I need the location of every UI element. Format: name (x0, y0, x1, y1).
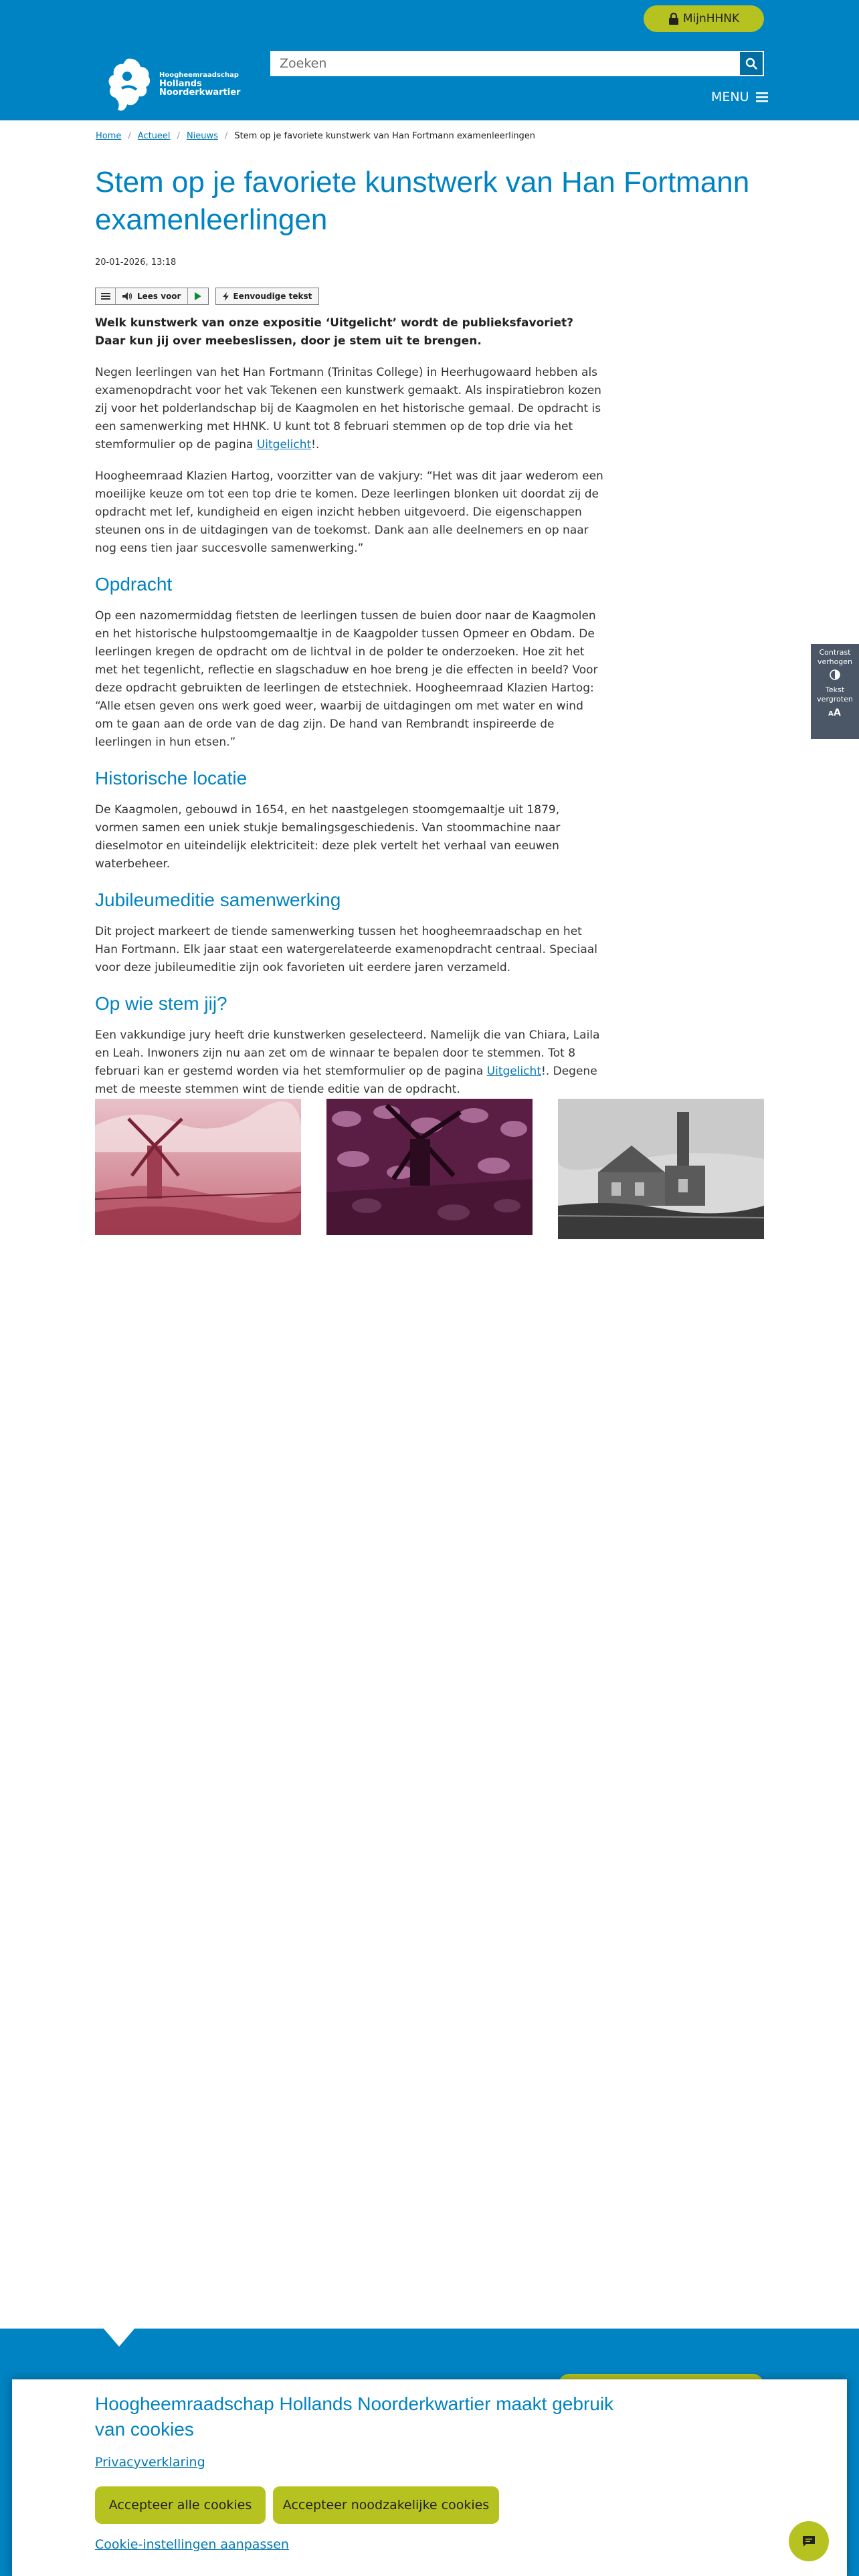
simple-text-label: Eenvoudige tekst (233, 292, 312, 301)
play-icon (195, 292, 201, 300)
paragraph: Hoogheemraad Klazien Hartog, voorzitter van de vakjury: “Het was dit jaar wederom een moeilijke keuze om tot een top drie te komen. Deze leerlingen blonken uit doordat zij de opdracht met lef, kundigheid en eigen inzicht hebben uitgevoerd. Die eigenschappen steunen ons in de uitdagingen van de toekomst. Dank aan alle deelnemers en op naar nog eens tien jaar succesvolle samenwerking.” (95, 469, 603, 555)
svg-text:A: A (834, 708, 841, 716)
section-heading-opdracht: Opdracht (95, 574, 173, 595)
search-input[interactable] (270, 51, 739, 76)
section-heading-jubileum: Jubileumeditie samenwerking (95, 889, 341, 910)
breadcrumb-separator: / (177, 131, 180, 141)
search-bar (270, 51, 764, 76)
menu-label: MENU (711, 90, 749, 104)
paragraph (95, 1027, 603, 1099)
read-aloud-label: Lees voor (137, 292, 181, 301)
accept-necessary-cookies-button[interactable]: Accepteer noodzakelijke cookies (273, 2486, 499, 2524)
menu-button[interactable] (711, 90, 768, 104)
speaker-icon (122, 292, 133, 300)
paragraph-text: Negen leerlingen van het Han Fortmann (Trinitas College) in Heerhugowaard hebben als examenopdracht voor het vak Tekenen een kunstwerk gemaakt. Als inspiratiebron kozen zij voor het polderlandschap bij de Kaagmolen en het historische gemaal. De opdracht is een samenwerking met HHNK. U kunt tot 8 februari stemmen op de top drie via het stemformulier op de pagina (95, 366, 601, 451)
paragraph-text: Een vakkundige jury heeft drie kunstwerken geselecteerd. Namelijk die van Chiara, Laila en Leah. Inwoners zijn nu aan zet om de winnaar te bepalen door te stemmen. Tot 8 februari kan er gestemd worden via het stemformulier op de pagina (95, 1029, 600, 1078)
logo-line2: Hollands (159, 78, 202, 89)
paragraph (95, 364, 603, 454)
logo-mark-icon (107, 56, 153, 114)
artwork-image-purple[interactable] (326, 1099, 533, 1235)
article (95, 164, 750, 1099)
accept-all-cookies-button[interactable]: Accepteer alle cookies (95, 2486, 266, 2524)
page-title: Stem op je favoriete kunstwerk van Han Fortmann examenleerlingen (95, 166, 750, 236)
artwork-image-pumping-station[interactable] (558, 1099, 764, 1239)
read-aloud-widget (95, 288, 209, 305)
contrast-icon (830, 669, 840, 680)
uitgelicht-link[interactable]: Uitgelicht (256, 438, 312, 451)
breadcrumb-nieuws[interactable]: Nieuws (186, 131, 218, 141)
text-size-label: Tekst vergroten (817, 685, 853, 704)
paragraph-text: !. (311, 438, 320, 451)
privacy-link[interactable]: Privacyverklaring (95, 2455, 205, 2470)
svg-text:A: A (828, 710, 834, 716)
breadcrumb-home[interactable]: Home (96, 131, 122, 141)
text-size-icon (828, 707, 842, 716)
cookie-banner (12, 2379, 847, 2576)
read-aloud-play-button[interactable] (188, 288, 208, 304)
lightning-icon (223, 292, 229, 301)
publish-date: 20-01-2026, 13:18 (95, 257, 177, 267)
site-header (0, 0, 859, 120)
menu-icon (101, 293, 110, 300)
logo-line3: Noorderkwartier (159, 88, 241, 98)
accessibility-widget (811, 644, 859, 739)
breadcrumb-separator: / (224, 131, 228, 141)
read-aloud-menu-button[interactable] (96, 288, 116, 304)
mijn-hhnk-label: MijnHHNK (682, 12, 740, 25)
breadcrumb-separator: / (128, 131, 131, 141)
read-aloud-button[interactable] (116, 288, 188, 304)
logo[interactable] (107, 55, 248, 115)
paragraph: Dit project markeert de tiende samenwerking tussen het hoogheemraadschap en het Han Fortmann. Elk jaar staat een watergerelateerde examenopdracht centraal. Speciaal voor deze jubileumeditie zijn ook favorieten uit eerdere jaren verzameld. (95, 925, 597, 974)
breadcrumb (96, 131, 535, 141)
artwork-image-windmill[interactable] (95, 1099, 301, 1235)
paragraph: De Kaagmolen, gebouwd in 1654, en het naastgelegen stoomgemaaltje uit 1879, vormen samen een uniek stukje bemalingsgeschiedenis. Van stoommachine naar dieselmotor en uiteindelijk elektriciteit: deze plek vertelt het verhaal van eeuwen waterbeheer. (95, 803, 561, 871)
simple-text-button[interactable] (215, 288, 319, 305)
article-tools (95, 288, 603, 305)
cookie-title: Hoogheemraadschap Hollands Noorderkwartier maakt gebruik van cookies (95, 2393, 614, 2440)
lock-icon (668, 13, 679, 25)
hamburger-icon (756, 92, 768, 102)
section-heading-stem: Op wie stem jij? (95, 993, 227, 1014)
text-size-toggle[interactable] (811, 685, 859, 716)
logo-line1: Hoogheemraadschap (159, 72, 239, 80)
paragraph: Op een nazomermiddag fietsten de leerlingen tussen de buien door naar de Kaagmolen en het historische hulpstoomgemaaltje in de Kaagpolder tussen Opmeer en Obdam. De leerlingen kregen de opdracht om de lichtval in de polder te onderzoeken. Hoe zit het met het tegenlicht, reflectie en slagschaduw en hoe breng je die effecten in beeld? Voor deze opdracht gebruikten de leerlingen de etstechniek. Hoogheemraad Klazien Hartog: “Alle etsen geven ons werk goed weer, waarbij de uitdagingen om met water en wind om te gaan aan de orde van de dag zijn. De hand van Rembrandt inspireerde de leerlingen in hun etsen.” (95, 609, 598, 749)
cookie-settings-link[interactable]: Cookie-instellingen aanpassen (95, 2537, 289, 2552)
logo-text (159, 72, 240, 98)
contrast-toggle[interactable] (811, 648, 859, 680)
breadcrumb-actueel[interactable]: Actueel (137, 131, 171, 141)
artwork-gallery (95, 1099, 764, 1239)
uitgelicht-link[interactable]: Uitgelicht (486, 1065, 541, 1078)
chat-button[interactable] (789, 2521, 829, 2561)
article-intro: Welk kunstwerk van onze expositie ‘Uitgelicht’ wordt de publieksfavoriet? Daar kun jij over meebeslissen, door je stem uit te brengen. (95, 316, 573, 348)
mijn-hhnk-button[interactable] (644, 5, 764, 32)
breadcrumb-current: Stem op je favoriete kunstwerk van Han Fortmann examenleerlingen (234, 131, 536, 141)
section-heading-locatie: Historische locatie (95, 768, 248, 788)
chat-icon (801, 2534, 816, 2549)
contrast-label: Contrast verhogen (817, 648, 853, 666)
search-button[interactable] (739, 51, 764, 76)
footer-notch (103, 2328, 135, 2347)
search-icon (745, 58, 757, 70)
paragraph-text: !. Degene met de meeste stemmen wint de tiende editie van de opdracht. (95, 1065, 597, 1096)
